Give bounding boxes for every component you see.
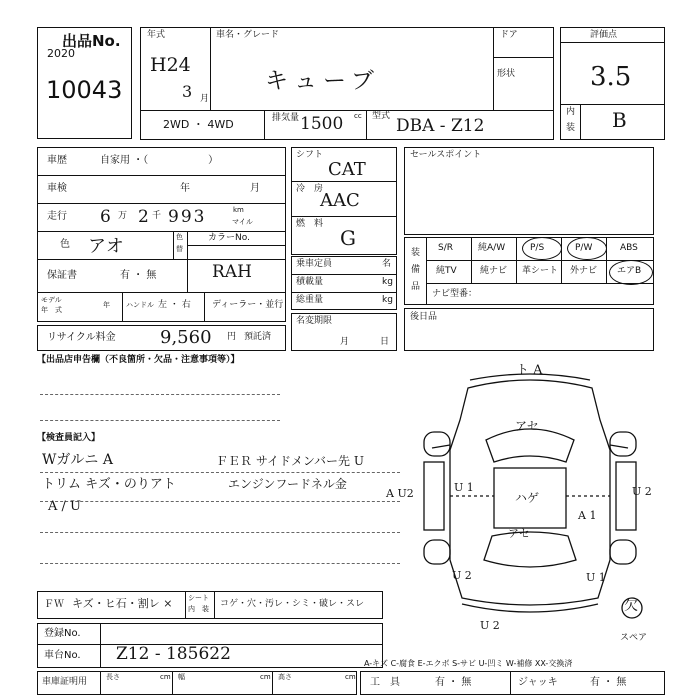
inspection-month-unit: 月: [250, 183, 260, 194]
mileage-man-unit: 万: [118, 211, 128, 221]
equip-airbag: エアB: [617, 266, 642, 276]
cert-length: 長さ: [106, 673, 120, 681]
diag-top: ト A: [516, 363, 543, 378]
warranty-options: 有 ・ 無: [120, 270, 157, 281]
handle-options: 左 ・ 右: [158, 300, 191, 310]
wheel-front-left: [424, 432, 450, 456]
equip-alloy: 純A/W: [478, 243, 506, 253]
score-value: 3.5: [590, 62, 632, 92]
model-value: DBA - Z12: [396, 116, 485, 136]
handle-label: ハンドル: [126, 301, 154, 309]
equip-sr: S/R: [438, 243, 453, 253]
cert-height-unit: cm: [345, 673, 356, 681]
cert-height: 高さ: [278, 673, 292, 681]
year-month: 3: [182, 82, 193, 101]
shift-label: シフト: [296, 150, 324, 160]
dealer-options: ディーラー・並行: [212, 300, 284, 310]
extras-label: 後日品: [410, 312, 438, 322]
nc-month: 月: [340, 337, 350, 347]
equip-pw: P/W: [575, 243, 593, 253]
warranty-label: 保証書: [47, 270, 77, 281]
car-right-mirror: [610, 445, 628, 448]
cert-length-unit: cm: [160, 673, 171, 681]
remarks-label: 【出品店申告欄（不良箇所・欠品・注意事項等）】: [37, 355, 240, 365]
side-left-body: [424, 462, 444, 530]
mile-unit: マイル: [232, 218, 253, 226]
tools-label: 工 具: [370, 677, 400, 688]
diag-roof: ハゲ: [515, 491, 540, 505]
note-left-2: トリム キズ・のりアト: [42, 477, 176, 492]
mileage-rest: 993: [168, 207, 207, 227]
diag-right-far: U 2: [632, 485, 652, 498]
note-left-3: A / U: [48, 499, 81, 514]
interior-label-2: 装: [566, 123, 576, 133]
car-name: キューブ: [265, 68, 380, 94]
model-year-unit: 年: [103, 301, 110, 309]
registration-row: [37, 623, 383, 645]
mileage-label: 走行: [47, 211, 67, 222]
score-label: 評価点: [590, 30, 618, 40]
diag-left-mid: U 1: [454, 481, 474, 494]
mileage-sen: 2: [138, 207, 149, 227]
inspection-year-unit: 年: [180, 183, 190, 194]
model-year-label-1: モデル: [41, 296, 62, 304]
history-label: 車歴: [47, 155, 67, 166]
shift-value: CAT: [328, 159, 366, 180]
fuel-label: 燃 料: [296, 219, 324, 229]
interior-label-1: 内: [566, 107, 576, 117]
lot-year: 2020: [47, 47, 75, 60]
wheel-rear-left: [424, 540, 450, 564]
cert-label: 車庫証明用: [42, 677, 88, 687]
note-left-1: Wガルニ A: [42, 452, 113, 468]
note-right-2: エンジンフードネル金: [228, 477, 347, 491]
nc-day: 日: [380, 337, 390, 347]
color-no-label: カラーNo.: [208, 233, 250, 243]
chassis-label: 車台No.: [44, 650, 81, 661]
year-label: 年式: [147, 30, 166, 40]
equip-ext-navi: 外ナビ: [570, 266, 598, 276]
cert-width: 幅: [178, 673, 185, 681]
diag-rear-glass: アセ: [508, 527, 530, 540]
color-change-label-1: 色: [176, 233, 183, 241]
car-rear-window: [484, 532, 576, 567]
km-unit: km: [233, 206, 244, 214]
seat-items: コゲ・穴・汚レ・シミ・破レ・スレ: [220, 599, 365, 609]
cert-width-unit: cm: [260, 673, 271, 681]
car-name-label: 車名・グレード: [216, 30, 280, 40]
model-label: 型式: [372, 111, 391, 121]
diag-windshield: アセ: [515, 419, 539, 433]
color-no-value: RAH: [212, 262, 252, 282]
ac-label: 冷 房: [296, 184, 324, 194]
registration-label: 登録No.: [44, 628, 81, 639]
car-left-mirror: [432, 445, 450, 448]
load-label: 積載量: [296, 277, 324, 287]
equip-side-1: 装: [411, 248, 421, 258]
jack-options: 有 ・ 無: [590, 677, 627, 688]
equip-ps: P/S: [530, 243, 545, 253]
gross-unit: kg: [382, 295, 393, 305]
seat-label-2: 内 装: [188, 605, 209, 613]
fw-label: ＦＷ: [44, 599, 64, 610]
load-unit: kg: [382, 277, 393, 287]
lot-label: 出品No.: [62, 32, 121, 50]
recycle-value: 9,560: [160, 327, 212, 348]
diag-right-side: A 1: [578, 509, 597, 522]
fuel-value: G: [340, 226, 356, 250]
lot-number: 10043: [46, 76, 123, 104]
wheel-rear-right: [610, 540, 636, 564]
navi-model-label: ナビ型番：: [432, 289, 478, 299]
capacity-label: 乗車定員: [296, 259, 333, 269]
diag-bottom: U 2: [480, 619, 500, 632]
fw-text: キズ・ヒ石・割レ ×: [72, 597, 173, 610]
wheel-front-right: [610, 432, 636, 456]
chassis-value: Z12 - 185622: [116, 644, 231, 664]
recycle-note: 預託済: [244, 332, 272, 342]
name-change-label: 名変期限: [296, 316, 333, 326]
year-month-unit: 月: [200, 94, 210, 104]
color-label: 色: [60, 239, 70, 250]
model-year-label-2: 年 式: [41, 306, 62, 314]
history-value: 自家用 ・（ ）: [100, 155, 219, 166]
seat-label-1: シート: [188, 594, 209, 602]
equip-leather: 革シート: [522, 266, 559, 276]
color-change-label-2: 替: [176, 245, 183, 253]
inspection-label: 車検: [47, 183, 67, 194]
inspector-label: 【検査員記入】: [37, 433, 101, 443]
shape-label: 形状: [497, 69, 516, 79]
note-right-1: ＦＥＲ サイドメンバー先 U: [216, 454, 364, 468]
equip-navi: 純ナビ: [480, 266, 508, 276]
year-era: H24: [150, 54, 191, 76]
interior-value: B: [612, 108, 627, 132]
ac-value: AAC: [320, 190, 360, 211]
cc-unit: cc: [354, 112, 362, 120]
displacement-value: 1500: [300, 114, 344, 134]
sales-label: セールスポイント: [410, 150, 482, 160]
diag-spare-label: スペア: [620, 633, 648, 643]
equip-tv: 純TV: [436, 266, 457, 276]
mileage-sen-unit: 千: [152, 211, 162, 221]
color-value: アオ: [88, 236, 124, 257]
mileage-man: 6: [100, 207, 111, 227]
damage-legend: A-キズ C-腐食 E-エクボ S-サビ U-凹ミ W-補修 XX-交換済: [364, 659, 573, 668]
diag-spare-mark: 欠: [624, 598, 638, 614]
diag-left: A U2: [386, 487, 414, 500]
jack-label: ジャッキ: [518, 677, 558, 688]
equip-abs: ABS: [620, 243, 638, 253]
gross-label: 総重量: [296, 295, 324, 305]
car-windshield: [486, 429, 574, 462]
displacement-label: 排気量: [272, 113, 300, 123]
capacity-unit: 名: [382, 259, 392, 269]
recycle-unit: 円: [227, 332, 237, 342]
door-label: ドア: [500, 30, 518, 40]
equip-side-3: 品: [411, 282, 421, 292]
recycle-label: リサイクル料金: [47, 332, 116, 343]
diag-lower-right: U 1: [586, 571, 606, 584]
tools-options: 有 ・ 無: [435, 677, 472, 688]
drive-options: 2WD ・ 4WD: [163, 118, 234, 131]
diag-lower-left: U 2: [452, 569, 472, 582]
equip-side-2: 備: [411, 265, 421, 275]
